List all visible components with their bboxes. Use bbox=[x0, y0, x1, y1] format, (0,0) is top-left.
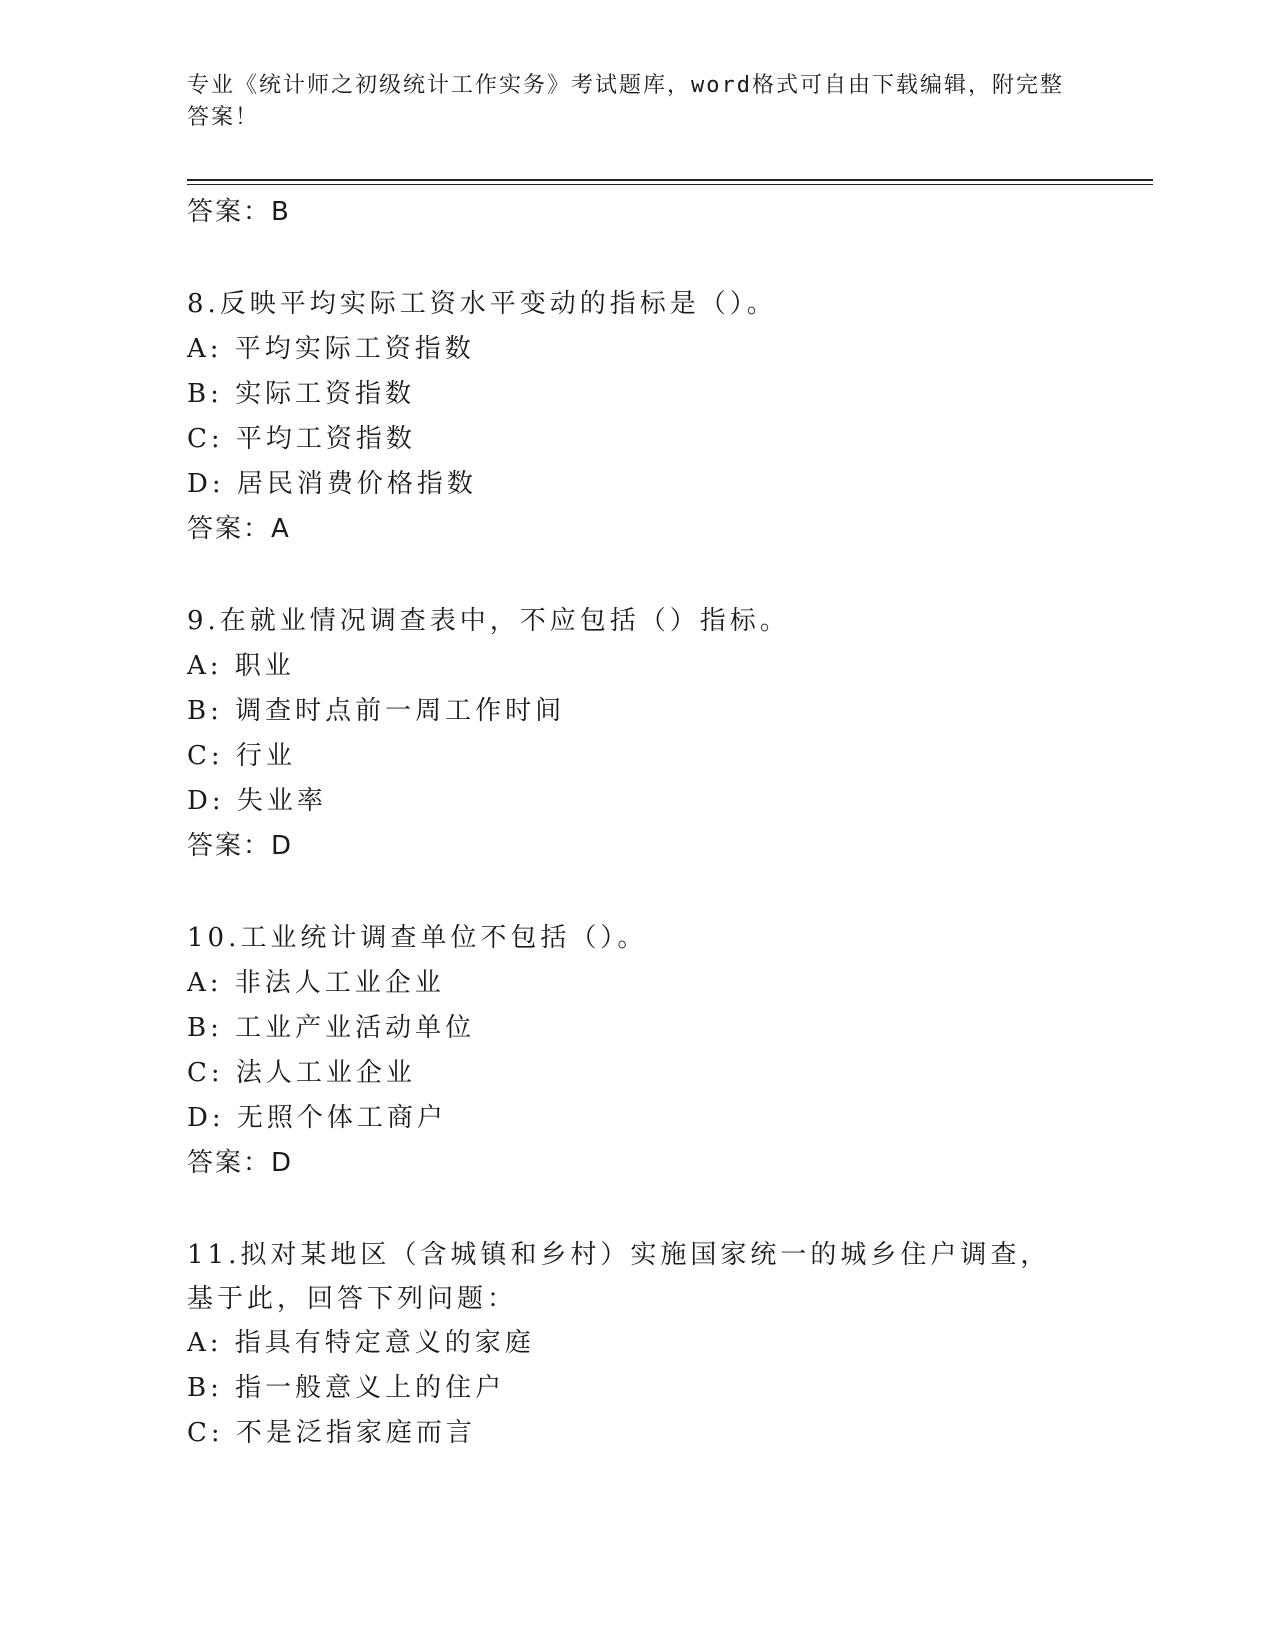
header-divider-thin bbox=[187, 184, 1153, 185]
option-a: A: 职业 bbox=[187, 651, 295, 681]
option-a: A: 平均实际工资指数 bbox=[187, 334, 475, 364]
question-9 bbox=[187, 599, 1087, 869]
question-11 bbox=[187, 1233, 1087, 1456]
option-d: D: 无照个体工商户 bbox=[187, 1103, 447, 1133]
question-10 bbox=[187, 916, 1087, 1186]
option-b: B: 实际工资指数 bbox=[187, 379, 416, 409]
option-d: D: 居民消费价格指数 bbox=[187, 469, 477, 499]
answer-label: 答案：A bbox=[187, 514, 291, 544]
option-a: A: 非法人工业企业 bbox=[187, 968, 445, 998]
question-title: 11.拟对某地区（含城镇和乡村）实施国家统一的城乡住户调查，基于此，回答下列问题： bbox=[187, 1240, 1051, 1314]
answer-label: 答案：D bbox=[187, 1148, 294, 1178]
option-c: C: 不是泛指家庭而言 bbox=[187, 1418, 476, 1448]
question-8 bbox=[187, 282, 1087, 552]
option-b: B: 工业产业活动单位 bbox=[187, 1013, 476, 1043]
answer-label: 答案：B bbox=[187, 197, 291, 227]
answer-label: 答案：D bbox=[187, 831, 294, 861]
question-title: 9.在就业情况调查表中，不应包括（）指标。 bbox=[187, 606, 790, 636]
question-title: 10.工业统计调查单位不包括（）。 bbox=[187, 923, 648, 953]
header-divider-thick bbox=[187, 179, 1153, 181]
option-a: A: 指具有特定意义的家庭 bbox=[187, 1328, 535, 1358]
question-title: 8.反映平均实际工资水平变动的指标是（）。 bbox=[187, 289, 777, 319]
option-b: B: 调查时点前一周工作时间 bbox=[187, 696, 566, 726]
option-c: C: 平均工资指数 bbox=[187, 424, 416, 454]
document-header: 专业《统计师之初级统计工作实务》考试题库，word格式可自由下载编辑，附完整答案！ bbox=[187, 73, 1064, 130]
option-b: B: 指一般意义上的住户 bbox=[187, 1373, 506, 1403]
document-body bbox=[187, 190, 1087, 1456]
option-c: C: 行业 bbox=[187, 741, 296, 771]
option-c: C: 法人工业企业 bbox=[187, 1058, 416, 1088]
option-d: D: 失业率 bbox=[187, 786, 327, 816]
